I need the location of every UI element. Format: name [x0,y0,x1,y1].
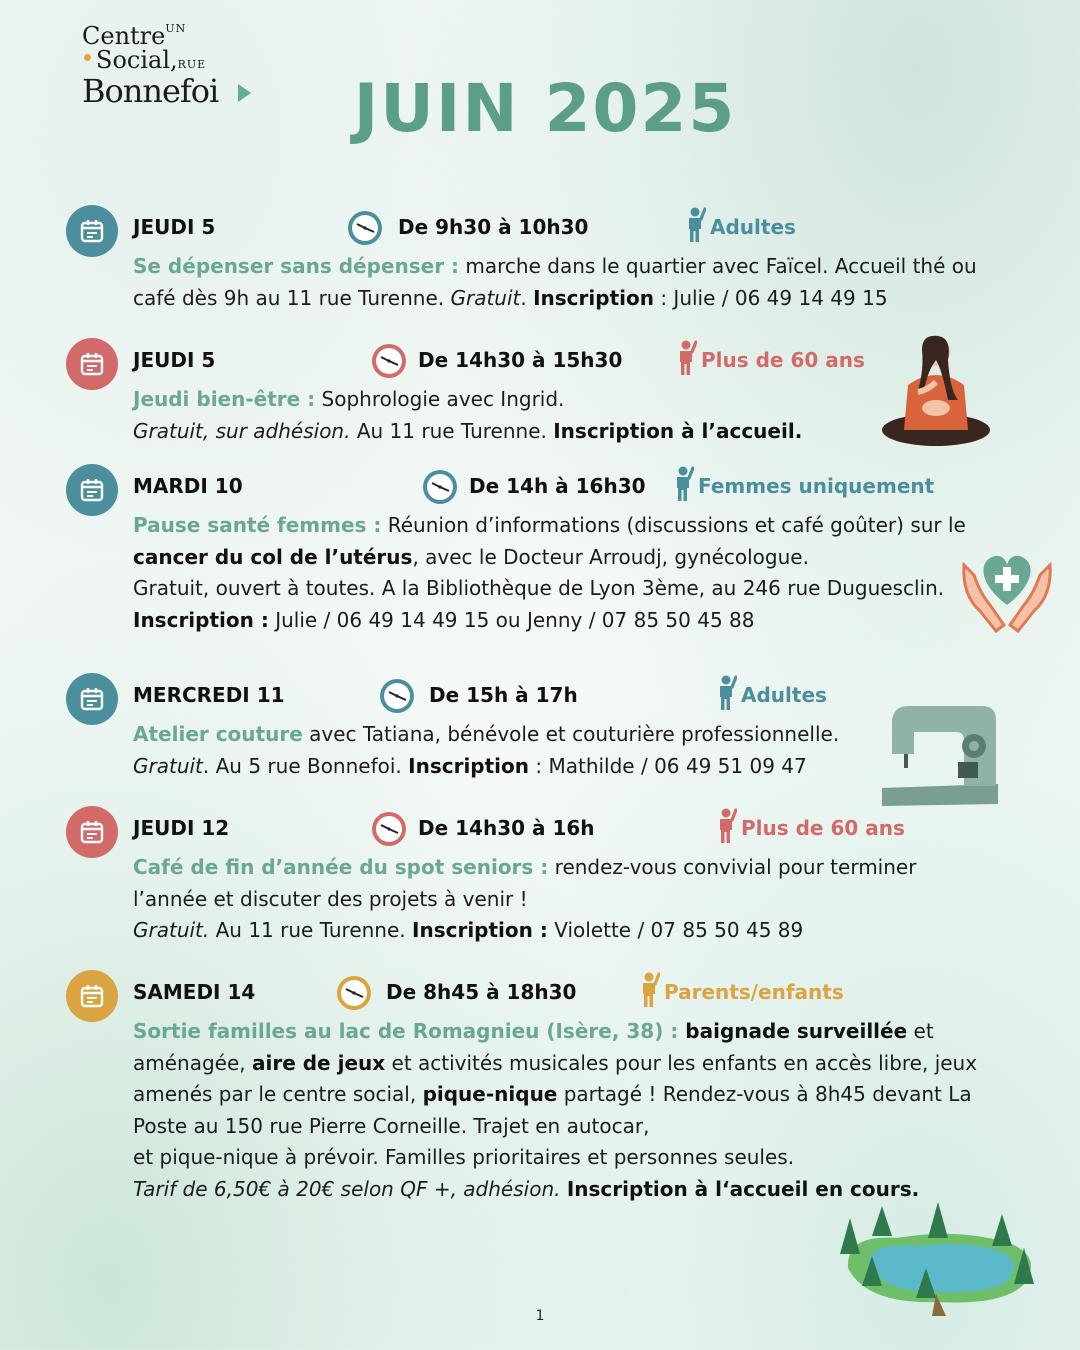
description-segment: Inscription à l’accueil. [553,418,803,443]
health-hands-illustration [960,545,1054,635]
description-segment: partagé ! Rendez-vous à 8h45 devant La Poste au 150 rue Pierre Corneille. Trajet en autocar, [133,1082,972,1138]
description-segment: Gratuit [450,285,521,310]
event-description [133,510,993,636]
description-segment: et aménagée, [133,1019,934,1075]
description-segment: Se dépenser sans dépenser : [133,254,460,278]
description-segment: Gratuit, ouvert à toutes. A la Bibliothèque de Lyon 3ème, au 246 rue Duguesclin. [133,576,945,600]
calendar-icon [66,205,118,257]
description-segment: Tarif de 6,50€ à 20€ selon QF +, adhésion. [133,1176,561,1201]
clock-icon [421,468,459,506]
meditating-woman-illustration [878,330,994,454]
description-segment: baignade surveillée [678,1019,908,1043]
description-segment: pique-nique [422,1082,558,1106]
event-day: MERCREDI 11 [133,683,285,707]
person-icon [682,207,706,243]
event-day: MARDI 10 [133,474,243,498]
event-audience: Plus de 60 ans [701,348,865,372]
description-segment: Violette / 07 85 50 45 89 [547,918,804,942]
event-audience: Plus de 60 ans [741,816,905,840]
description-segment: Gratuit [133,753,203,778]
description-segment: Pause santé femmes : [133,513,382,537]
person-icon [713,675,737,711]
description-segment: Inscription [533,285,654,310]
description-segment: : Mathilde / 06 49 51 09 47 [529,753,807,778]
description-segment: , avec le Docteur Arroudj, gynécologue. [412,544,809,569]
clock-icon [370,342,408,380]
description-segment: Jeudi bien-être : [133,387,316,411]
clock-icon [378,677,416,715]
description-segment: et activités musicales pour les enfants en accès libre, jeux amenés par le centre social, [133,1050,978,1106]
description-segment: rendez-vous convivial pour terminer l’année et discuter des projets à venir ! [133,855,917,911]
event-time: De 15h à 17h [429,683,578,707]
logo-line-3: Bonnefoi [82,72,219,110]
description-segment: aire de jeux [252,1050,386,1075]
event-audience: Parents/enfants [664,980,844,1004]
event-audience: Adultes [710,215,796,239]
description-segment: Sophrologie avec Ingrid. [315,387,565,411]
description-segment: Au 11 rue Turenne. [350,418,554,443]
description-segment: Inscription [408,753,530,778]
description-segment: Sortie familles au lac de Romagnieu (Isère, 38) : [133,1019,679,1043]
description-segment: : Julie / 06 49 14 49 15 [653,285,888,310]
event-day: JEUDI 5 [133,348,216,372]
description-segment: Inscription à l‘accueil en cours. [566,1176,920,1201]
logo-line-2: Social,RUE [96,46,207,74]
sewing-machine-illustration [878,700,1002,808]
description-segment: Gratuit. [133,918,210,942]
person-icon [673,340,697,376]
lake-and-trees-illustration [836,1198,1042,1316]
description-segment: Atelier couture [133,722,303,746]
description-segment: Inscription : [133,607,269,632]
event-day: SAMEDI 14 [133,980,256,1004]
description-segment: . Au 5 rue Bonnefoi. [202,753,409,778]
description-segment: et pique-nique à prévoir. Familles prioritaires et personnes seules. [133,1145,795,1169]
description-segment: cancer du col de l’utérus [133,544,413,569]
clock-icon [346,209,384,247]
person-icon [670,466,694,502]
event-description [133,719,993,782]
event-time: De 14h à 16h30 [469,474,646,498]
calendar-icon [66,673,118,725]
description-segment: avec Tatiana, bénévole et couturière professionnelle. [302,722,840,746]
calendar-icon [66,338,118,390]
description-segment: Au 11 rue Turenne. [209,918,413,942]
event-day: JEUDI 12 [133,816,230,840]
event-description [133,852,993,947]
event-time: De 9h30 à 10h30 [398,215,589,239]
page-number: 1 [535,1308,545,1324]
event-audience: Adultes [741,683,827,707]
description-segment: Gratuit, sur adhésion. [133,418,351,443]
event-audience: Femmes uniquement [698,474,935,498]
description-segment: Julie / 06 49 14 49 15 ou Jenny / 07 85 50 45 88 [268,607,755,632]
description-segment: Inscription : [412,918,548,942]
calendar-icon [66,806,118,858]
person-icon [713,808,737,844]
event-description [133,384,993,447]
clock-icon [335,974,373,1012]
event-description [133,1016,993,1205]
clock-icon [370,810,408,848]
event-time: De 14h30 à 16h [418,816,595,840]
event-description [133,251,993,314]
logo-dot [84,54,91,61]
page-title: JUIN 2025 [353,70,737,147]
description-segment: Réunion d’informations (discussions et café goûter) sur le [381,513,966,537]
event-time: De 14h30 à 15h30 [418,348,623,372]
description-segment: marche dans le quartier avec Faïcel. Accueil thé ou café dès 9h au 11 rue Turenne. [133,254,977,310]
person-icon [636,972,660,1008]
description-segment: Café de fin d’année du spot seniors : [133,855,549,879]
calendar-icon [66,970,118,1022]
description-segment: . [520,285,534,310]
event-time: De 8h45 à 18h30 [386,980,577,1004]
logo-line-1: Centre$^{UN}$ [82,22,187,50]
event-day: JEUDI 5 [133,215,216,239]
calendar-icon [66,464,118,516]
